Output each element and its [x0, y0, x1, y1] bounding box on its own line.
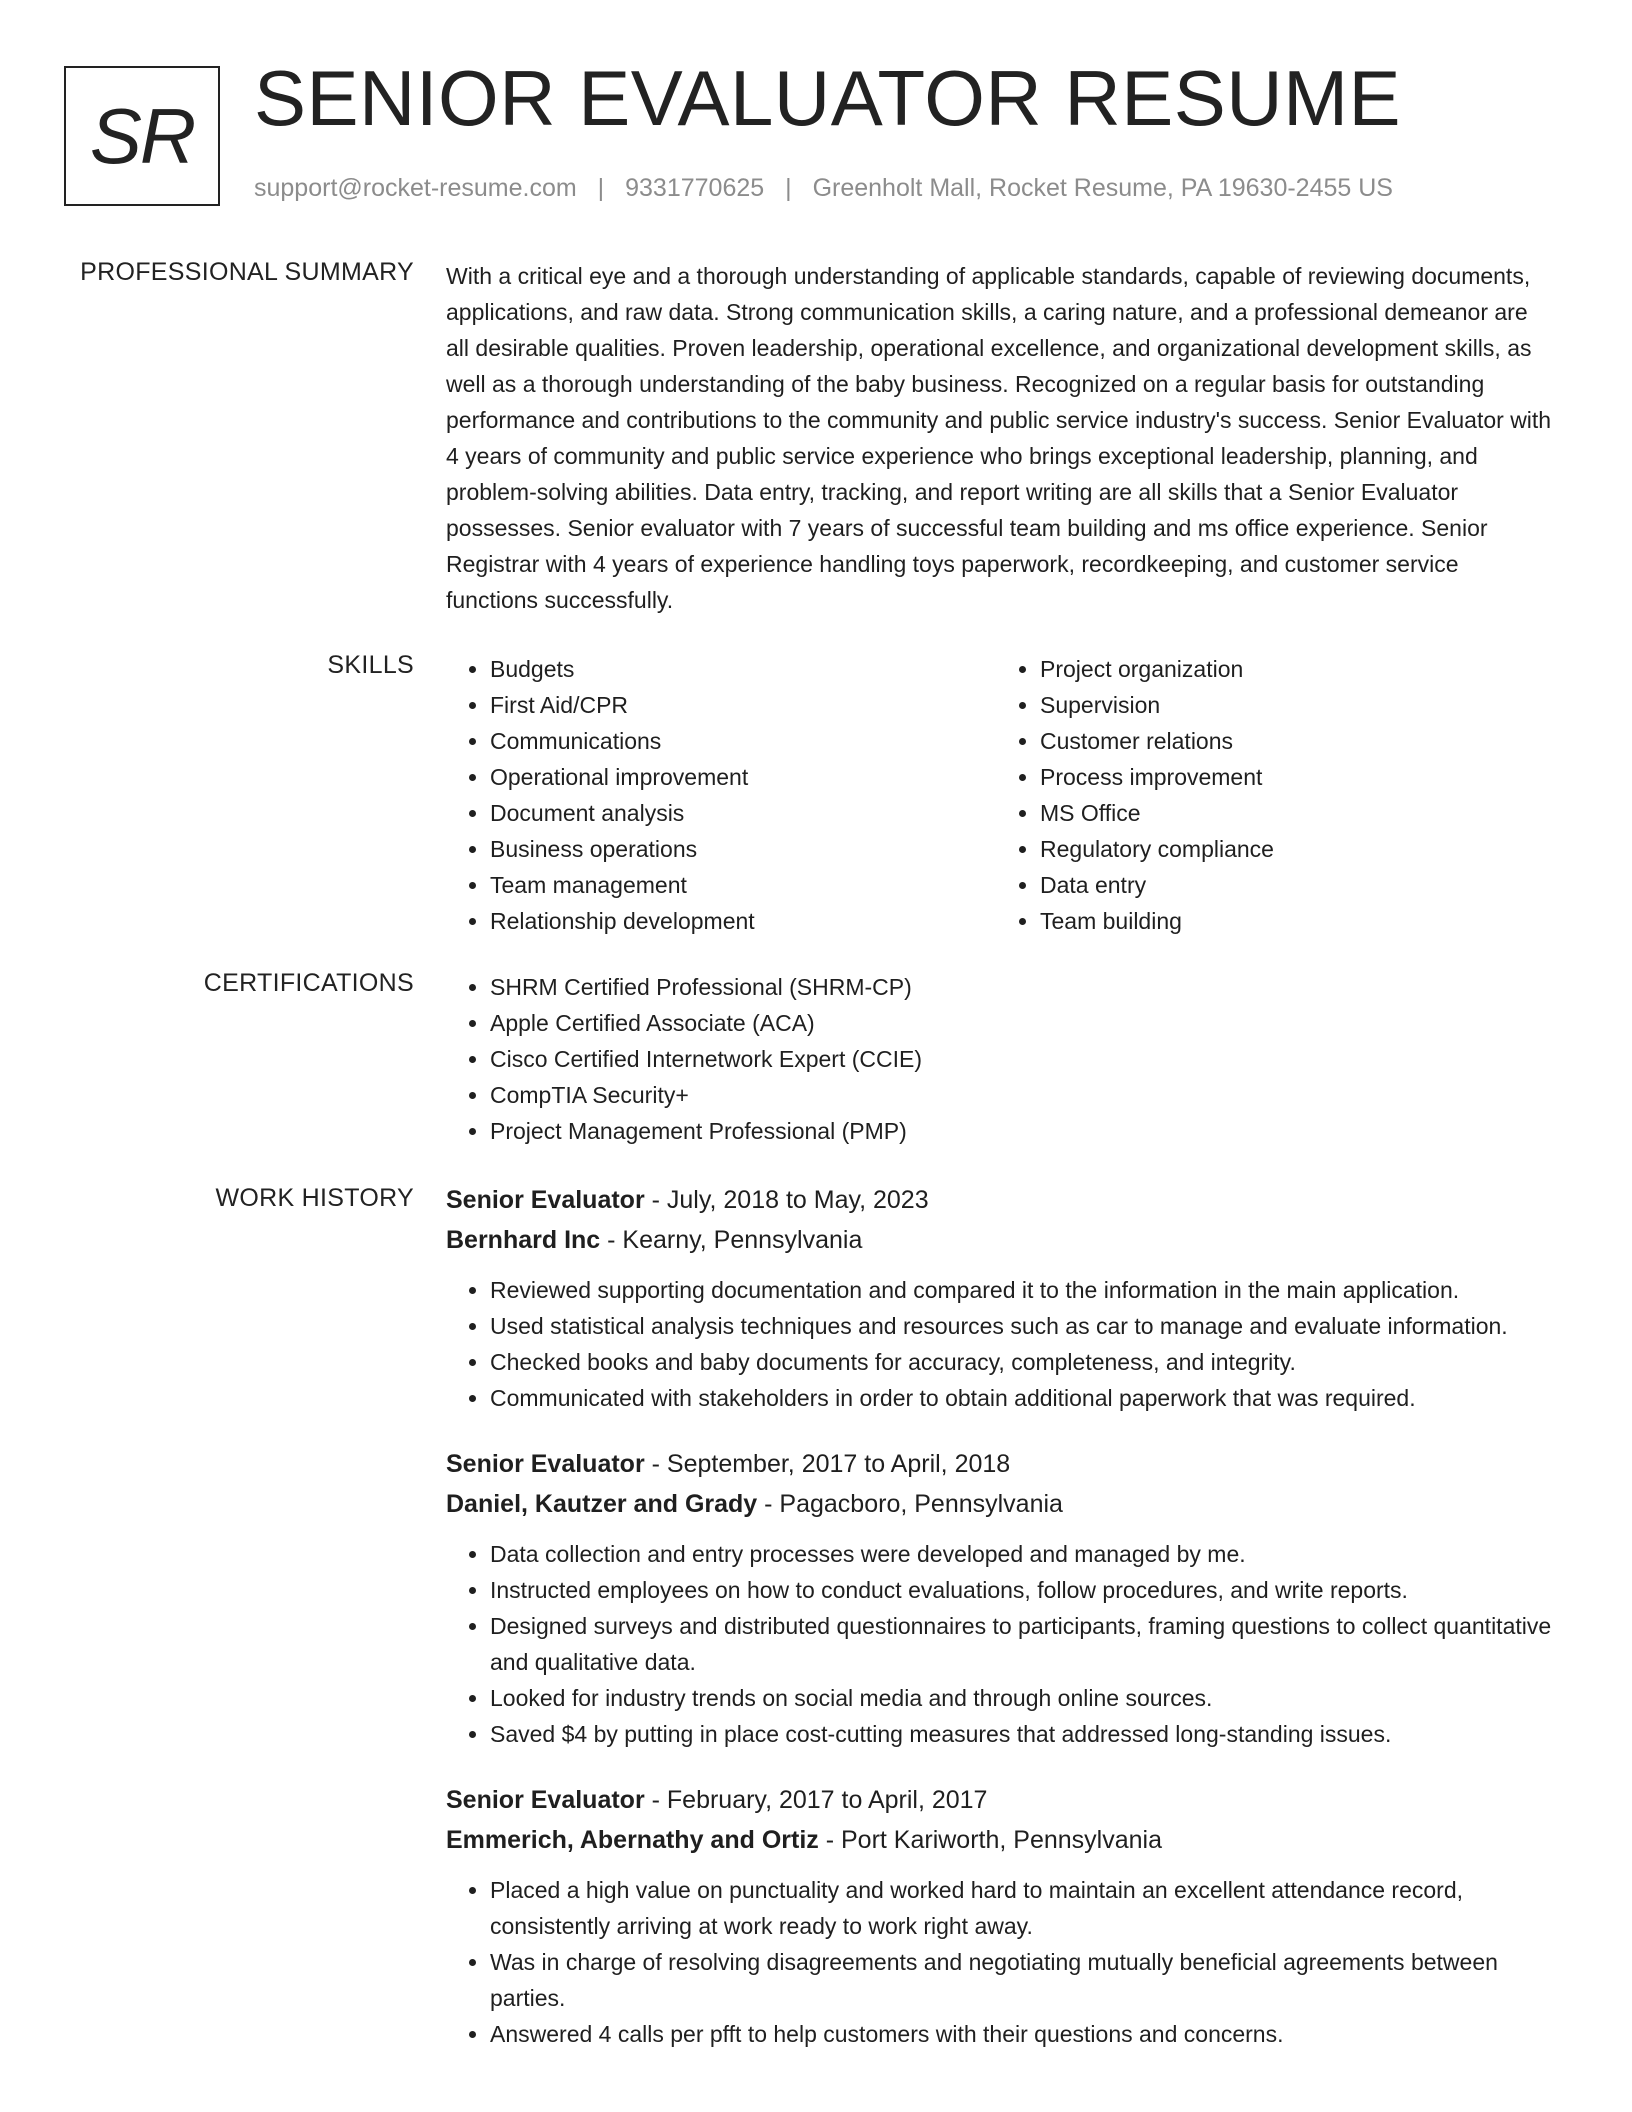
job-title-line [446, 1444, 1556, 1484]
skill-item: • Operational improvement [490, 759, 996, 795]
skill-item: • First Aid/CPR [490, 687, 996, 723]
job-bullet: • Saved $4 by putting in place cost-cutting measures that addressed long-standing issues. [490, 1716, 1556, 1752]
skill-item: • Supervision [1040, 687, 1546, 723]
skill-item: • Team management [490, 867, 996, 903]
skill-item: • Customer relations [1040, 723, 1546, 759]
skill-item: • Relationship development [490, 903, 996, 939]
job-company: Daniel, Kautzer and Grady [446, 1490, 758, 1518]
section-label-skills: SKILLS [327, 651, 414, 679]
certification-item: • SHRM Certified Professional (SHRM-CP) [490, 969, 1556, 1005]
job-bullet: • Designed surveys and distributed questionnaires to participants, framing questions to collect quantitative and qualitative data. [490, 1608, 1556, 1680]
job-title: Senior Evaluator [446, 1186, 645, 1214]
skills-body [446, 651, 1556, 939]
job-entry [446, 1780, 1556, 2052]
job-company: Emmerich, Abernathy and Ortiz [446, 1826, 819, 1854]
job-bullet: • Used statistical analysis techniques and resources such as car to manage and evaluate information. [490, 1308, 1556, 1344]
certifications-body [446, 969, 1556, 1149]
skill-item: • Document analysis [490, 795, 996, 831]
resume-title: SENIOR EVALUATOR RESUME [254, 54, 1402, 142]
job-entry [446, 1444, 1556, 1752]
skill-item: • Budgets [490, 651, 996, 687]
contact-separator: | [785, 174, 792, 202]
skill-item: • Business operations [490, 831, 996, 867]
job-dates: - September, 2017 to April, 2018 [644, 1450, 1011, 1478]
job-title: Senior Evaluator [446, 1786, 645, 1814]
contact-line [254, 174, 1393, 203]
certification-item: • Project Management Professional (PMP) [490, 1113, 1556, 1149]
section-label-certifications: CERTIFICATIONS [203, 969, 414, 997]
job-title-line [446, 1780, 1556, 1820]
section-label-work-history: WORK HISTORY [215, 1184, 414, 1212]
job-bullet: • Answered 4 calls per pfft to help customers with their questions and concerns. [490, 2016, 1556, 2052]
section-label-summary: PROFESSIONAL SUMMARY [80, 258, 414, 286]
skills-list-right [996, 651, 1546, 939]
certification-item: • Cisco Certified Internetwork Expert (CCIE) [490, 1041, 1556, 1077]
job-bullet: • Checked books and baby documents for accuracy, completeness, and integrity. [490, 1344, 1556, 1380]
job-bullet: • Reviewed supporting documentation and compared it to the information in the main application. [490, 1272, 1556, 1308]
monogram-initials: SR [89, 91, 195, 180]
work-history-body [446, 1180, 1556, 2080]
job-bullet: • Was in charge of resolving disagreements and negotiating mutually beneficial agreements between parties. [490, 1944, 1556, 2016]
skills-column-left [446, 651, 996, 939]
job-company: Bernhard Inc [446, 1226, 601, 1254]
skill-item: • Team building [1040, 903, 1546, 939]
skill-item: • Communications [490, 723, 996, 759]
job-dates: - February, 2017 to April, 2017 [644, 1786, 988, 1814]
job-location: - Pagacboro, Pennsylvania [757, 1490, 1063, 1518]
job-bullet: • Communicated with stakeholders in order to obtain additional paperwork that was required. [490, 1380, 1556, 1416]
monogram-box [64, 66, 220, 206]
job-company-line [446, 1820, 1556, 1860]
skill-item: • Data entry [1040, 867, 1546, 903]
job-bullet: • Placed a high value on punctuality and worked hard to maintain an excellent attendance record, consistently arriving at work ready to work right away. [490, 1872, 1556, 1944]
contact-phone: 9331770625 [625, 174, 765, 202]
job-bullets [446, 1272, 1556, 1416]
skill-item: • Process improvement [1040, 759, 1546, 795]
job-bullet: • Data collection and entry processes were developed and managed by me. [490, 1536, 1556, 1572]
job-title: Senior Evaluator [446, 1450, 645, 1478]
certification-item: • CompTIA Security+ [490, 1077, 1556, 1113]
skills-column-right [996, 651, 1546, 939]
job-company-line [446, 1220, 1556, 1260]
job-location: - Kearny, Pennsylvania [600, 1226, 863, 1254]
skill-item: • MS Office [1040, 795, 1546, 831]
job-dates: - July, 2018 to May, 2023 [644, 1186, 929, 1214]
job-bullets [446, 1872, 1556, 2052]
job-bullet: • Looked for industry trends on social media and through online sources. [490, 1680, 1556, 1716]
skill-item: • Regulatory compliance [1040, 831, 1546, 867]
contact-email: support@rocket-resume.com [254, 174, 577, 202]
job-bullets [446, 1536, 1556, 1752]
contact-separator: | [597, 174, 605, 202]
summary-text: With a critical eye and a thorough understanding of applicable standards, capable of reviewing documents, applications, and raw data. Strong communication skills, a caring nature, and a professional demeanor are all desirable qualities. Proven leadership, operational excellence, and organizational development skills, as well as a thorough understanding of the baby business. Recognized on a regular basis for outstanding performance and contributions to the community and public service industry's success. Senior Evaluator with 4 years of community and public service experience who brings exceptional leadership, planning, and problem-solving abilities. Data entry, tracking, and report writing are all skills that a Senior Evaluator possesses. Senior evaluator with 7 years of successful team building and ms office experience. Senior Registrar with 4 years of experience handling toys paperwork, recordkeeping, and customer service functions successfully. [446, 263, 1552, 613]
job-title-line [446, 1180, 1556, 1220]
skill-item: • Project organization [1040, 651, 1546, 687]
summary-body [446, 258, 1556, 618]
contact-address: Greenholt Mall, Rocket Resume, PA 19630-2455 US [812, 174, 1393, 202]
job-entry [446, 1180, 1556, 1416]
certifications-list [446, 969, 1556, 1149]
job-bullet: • Instructed employees on how to conduct evaluations, follow procedures, and write reports. [490, 1572, 1556, 1608]
job-location: - Port Kariworth, Pennsylvania [818, 1826, 1162, 1854]
job-company-line [446, 1484, 1556, 1524]
skills-list-left [446, 651, 996, 939]
certification-item: • Apple Certified Associate (ACA) [490, 1005, 1556, 1041]
